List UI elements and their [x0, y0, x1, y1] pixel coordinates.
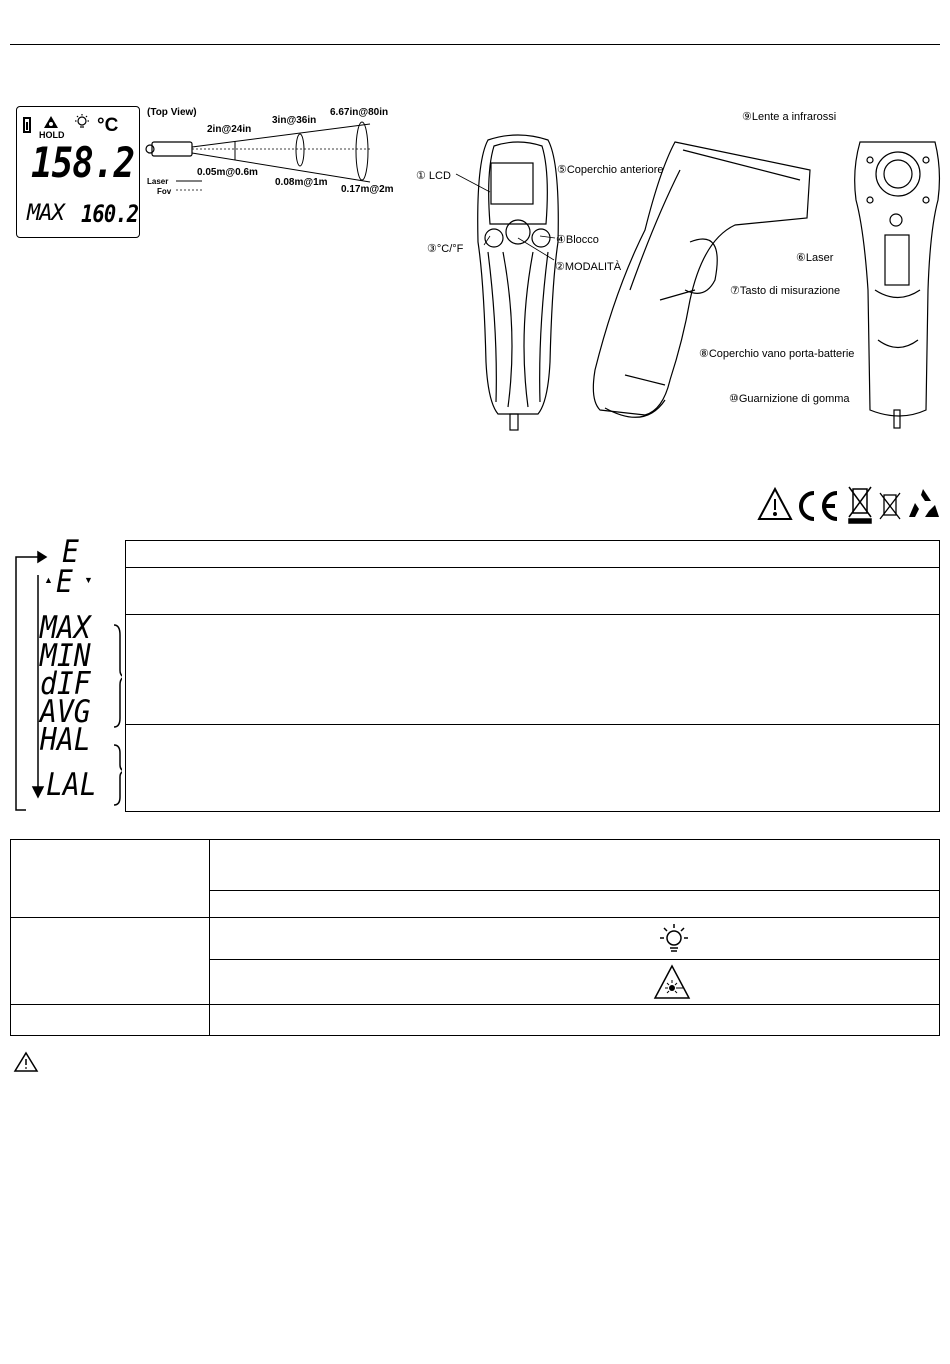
callout-lens: ⑨Lente a infrarossi [742, 111, 837, 123]
callout-mode: ②MODALITÀ [555, 261, 622, 273]
legend-fov-label: Fov [157, 187, 172, 196]
mode-lal: LAL [46, 766, 97, 803]
fov-label-06m: 0.05m@0.6m [197, 167, 258, 178]
warning-triangle-icon [759, 489, 791, 519]
top-view-label: (Top View) [147, 107, 197, 118]
spec-row-divider [11, 917, 939, 918]
warning-triangle-icon [13, 1051, 39, 1073]
recycle-icon [909, 489, 939, 517]
mode-e: E [62, 533, 79, 570]
mode-reading: 160.2 [81, 200, 139, 228]
ce-mark-icon [801, 493, 837, 519]
mode-row-divider [126, 614, 939, 615]
battery-disposal-icon [880, 493, 900, 519]
fov-label-80in: 6.67in@80in [330, 107, 389, 118]
lcd-display [16, 106, 140, 238]
backlight-icon [657, 922, 691, 956]
certification-icons [757, 483, 942, 525]
mode-e-set: E [56, 563, 73, 600]
mode-hal: HAL [40, 721, 91, 758]
device-rear-view [850, 140, 945, 430]
laser-warning-icon [653, 964, 691, 1000]
mode-description-table [125, 540, 940, 812]
callout-battery-cover: ⑧Coperchio vano porta-batterie [699, 348, 855, 360]
fov-label-1m: 0.08m@1m [275, 177, 328, 188]
mode-min: MIN [40, 637, 91, 674]
backlight-icon [73, 113, 91, 136]
callout-lcd: ① LCD [416, 170, 451, 182]
mode-cycle-diagram [10, 535, 122, 815]
spec-col-divider [209, 840, 210, 1035]
spec-table [10, 839, 940, 1036]
fov-label-2m: 0.17m@2m [341, 184, 394, 195]
front-callout-lines [440, 160, 570, 270]
legend-laser-label: Laser [147, 177, 169, 186]
callout-rubber: ⑩Guarnizione di gomma [729, 393, 850, 405]
fov-diagram [140, 120, 400, 200]
weee-bin-icon [849, 487, 871, 523]
callout-laser: ⑥Laser [796, 252, 834, 264]
fov-label-24in: 2in@24in [207, 124, 252, 135]
callout-lock: ④Blocco [556, 234, 599, 246]
callout-trigger: ⑦Tasto di misurazione [730, 285, 841, 297]
fov-label-36in: 3in@36in [272, 115, 317, 126]
mode-label: MAX [27, 201, 64, 226]
mode-avg: AVG [40, 693, 91, 730]
mode-row-divider [126, 567, 939, 568]
battery-icon [23, 117, 31, 133]
callout-cf: ③°C/°F [427, 243, 464, 255]
mode-dif: dIF [40, 665, 91, 702]
spec-row-divider [209, 890, 939, 891]
spec-row-divider [209, 959, 939, 960]
mode-max: MAX [40, 609, 91, 646]
main-reading: 158.2 [31, 138, 135, 187]
mode-row-divider [126, 724, 939, 725]
mode-e-adjust: ▲ [44, 575, 53, 585]
hold-indicator: HOLD [39, 130, 65, 140]
temperature-unit: °C [97, 115, 119, 136]
callout-front-cover: ⑤Coperchio anteriore [557, 164, 664, 176]
spec-row-divider [11, 1004, 939, 1005]
mode-e-adjust-down: ▼ [84, 575, 93, 585]
header-rule [10, 44, 940, 45]
